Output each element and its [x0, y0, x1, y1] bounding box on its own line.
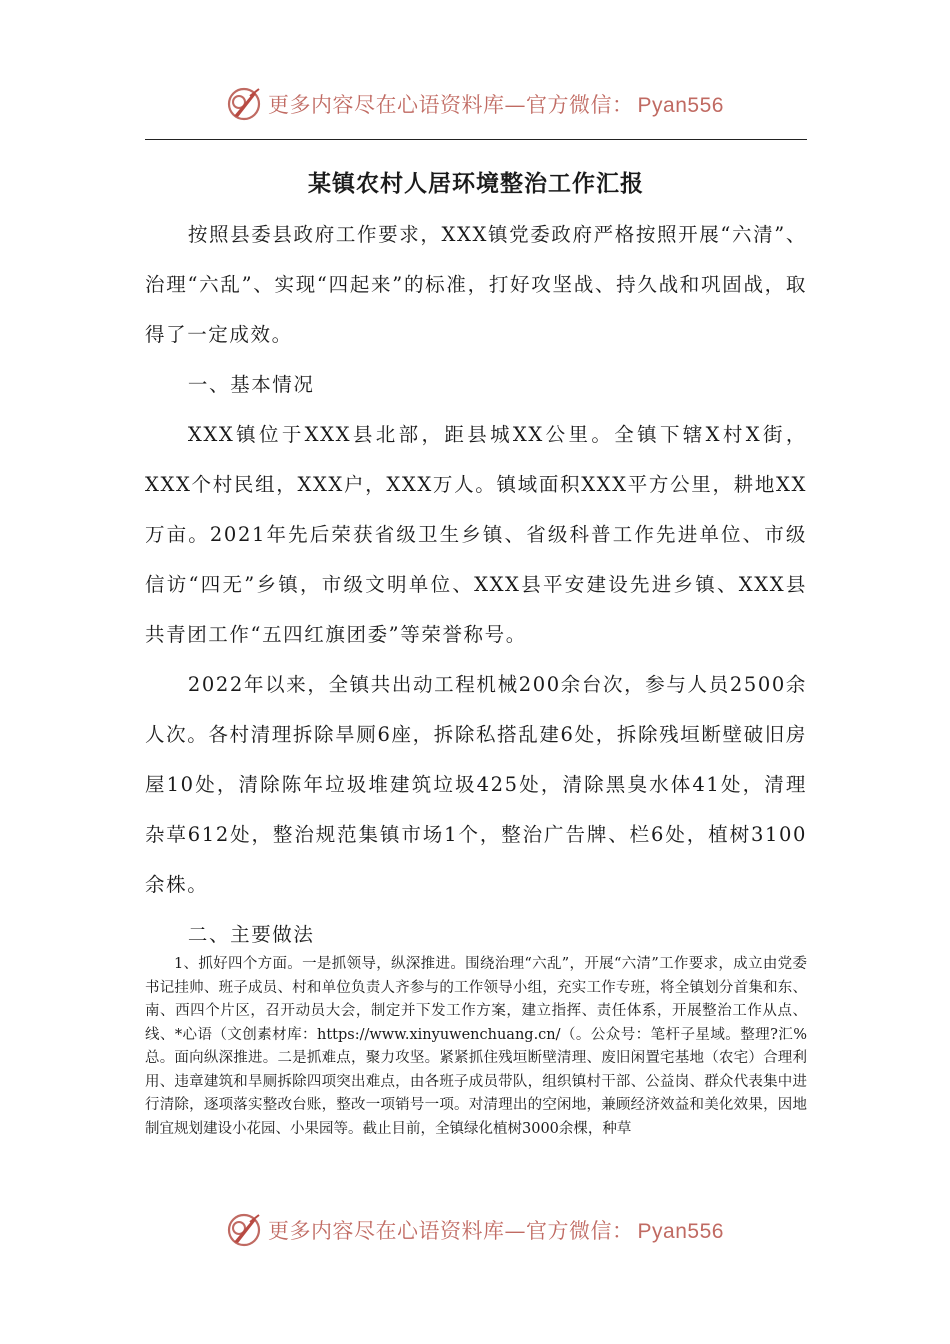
wechat-handle: Pyan556 — [637, 1220, 724, 1243]
quill-logo-icon — [226, 86, 262, 122]
section-heading-methods: 二、主要做法 — [187, 923, 315, 946]
wechat-handle: Pyan556 — [637, 94, 724, 117]
banner-text: 更多内容尽在心语资料库—官方微信： Pyan556 — [268, 93, 724, 117]
header-divider — [145, 139, 807, 140]
header-watermark-banner — [0, 80, 950, 128]
quill-logo-icon — [226, 1212, 262, 1248]
banner-text: 更多内容尽在心语资料库—官方微信： Pyan556 — [268, 1219, 724, 1243]
basic-info-paragraph: XXX镇位于XXX县北部，距县城XX公里。全镇下辖X村X街，XXX个村民组，XXX户，XXX万人。镇域面积XXX平方公里，耕地XX万亩。2021年先后荣获省级卫生乡镇、省级科普工作先进单位、市级信访“四无”乡镇，市级文明单位、XXX县平安建设先进乡镇、XXX县共青团工作“五四红旗团委”等荣誉称号。 — [145, 423, 807, 646]
methods-section — [145, 953, 807, 1141]
intro-paragraph: 按照县委县政府工作要求，XXX镇党委政府严格按照开展“六清”、治理“六乱”、实现“四起来”的标准，打好攻坚战、持久战和巩固战，取得了一定成效。 — [145, 223, 807, 346]
document-body — [145, 210, 807, 960]
progress-paragraph: 2022年以来，全镇共出动工程机械200余台次，参与人员2500余人次。各村清理拆除旱厕6座，拆除私搭乱建6处，拆除残垣断壁破旧房屋10处，清除陈年垃圾堆建筑垃圾425处，清除黑臭水体41处，清理杂草612处，整治规范集镇市场1个，整治广告牌、栏6处，植树3100余株。 — [145, 673, 807, 896]
footer-watermark-banner — [0, 1206, 950, 1254]
document-title: 某镇农村人居环境整治工作汇报 — [308, 170, 644, 197]
methods-paragraph: 1、抓好四个方面。一是抓领导，纵深推进。围绕治理“六乱”，开展“六清”工作要求，成立由党委书记挂帅、班子成员、村和单位负责人齐参与的工作领导小组，充实工作专班，将全镇划分首集和东、南、西四个片区，召开动员大会，制定并下发工作方案，建立指挥、责任体系，开展整治工作从点、线、*心语（文创素材库：https://www.xinyuwenchuang.cn/（。公众号：笔杆子星域。整理?汇%总。面向纵深推进。二是抓难点，聚力攻坚。紧紧抓住残垣断壁清理、废旧闲置宅基地（农宅）合理利用、违章建筑和旱厕拆除四项突出难点，由各班子成员带队，组织镇村干部、公益岗、群众代表集中进行清除，逐项落实整改台账，整改一项销号一项。对清理出的空闲地，兼顾经济效益和美化效果，因地制宜规划建设小花园、小果园等。截止目前，全镇绿化植树3000余棵，种草 — [145, 956, 807, 1137]
section-heading-basic: 一、基本情况 — [187, 373, 315, 396]
